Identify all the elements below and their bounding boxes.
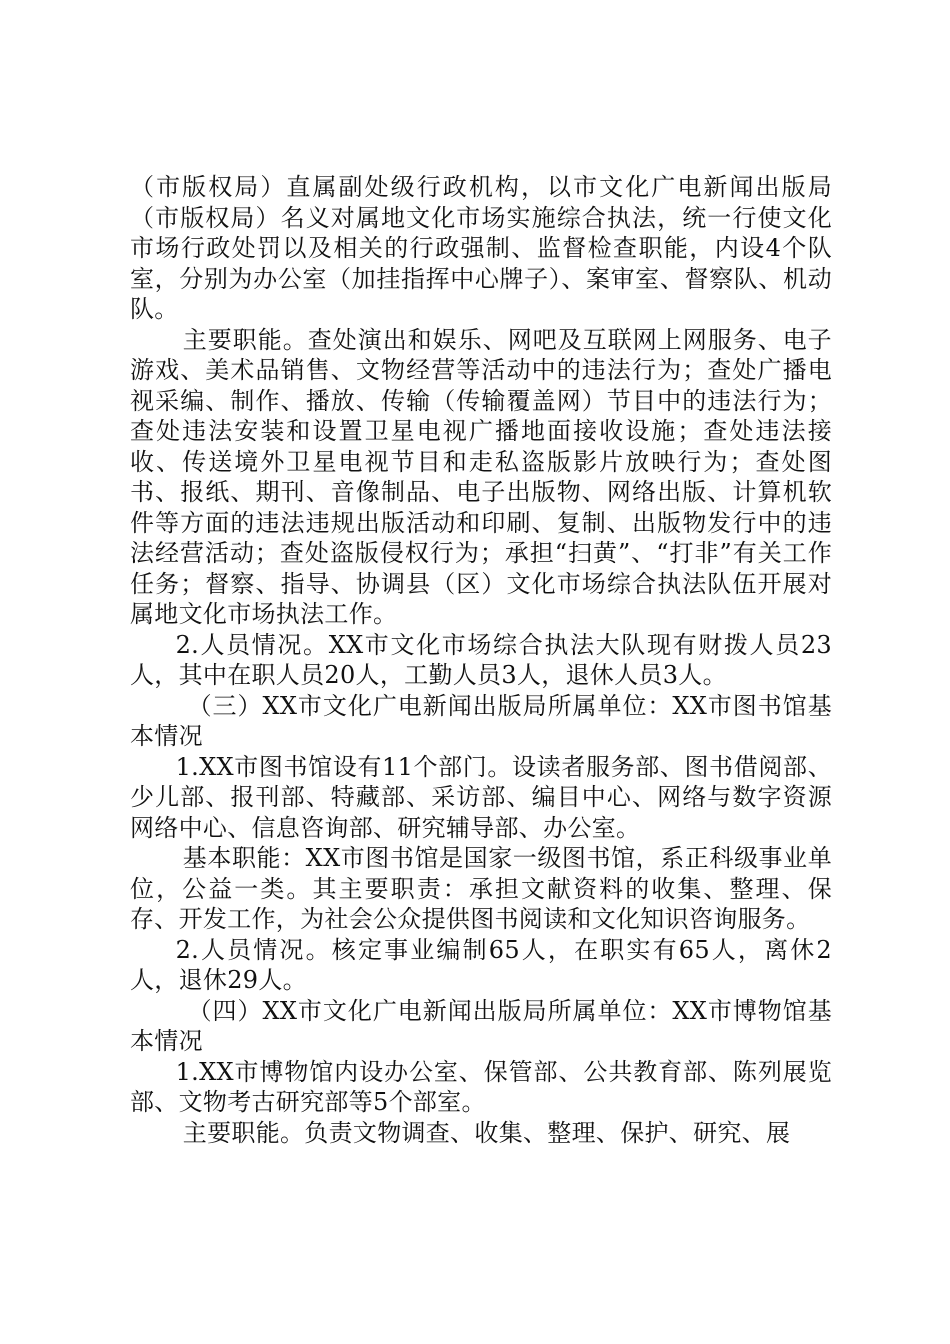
- paragraph-staffing-enforcement: 2.人员情况。XX市文化市场综合执法大队现有财拨人员23人，其中在职人员20人，工勤人员3人，退休人员3人。: [130, 630, 832, 689]
- document-page: [130, 172, 832, 1148]
- paragraph-library-functions: 基本职能：XX市图书馆是国家一级图书馆，系正科级事业单位，公益一类。其主要职责：承担文献资料的收集、整理、保存、开发工作，为社会公众提供图书阅读和文化知识咨询服务。: [130, 844, 832, 933]
- section-heading-library: （三）XX市文化广电新闻出版局所属单位：XX市图书馆基本情况: [130, 691, 832, 750]
- paragraph-library-departments: 1.XX市图书馆设有11个部门。设读者服务部、图书借阅部、少儿部、报刊部、特藏部、采访部、编目中心、网络与数字资源网络中心、信息咨询部、研究辅导部、办公室。: [130, 752, 832, 842]
- paragraph-main-functions: 主要职能。查处演出和娱乐、网吧及互联网上网服务、电子游戏、美术品销售、文物经营等活动中的违法行为；查处广播电视采编、制作、播放、传输（传输覆盖网）节目中的违法行为；查处违法安装和设置卫星电视广播地面接收设施；查处违法接收、传送境外卫星电视节目和走私盗版影片放映行为；查处图书、报纸、期刊、音像制品、电子出版物、网络出版、计算机软件等方面的违法违规出版活动和印刷、复制、出版物发行中的违法经营活动；查处盗版侵权行为；承担“扫黄”、“打非”有关工作任务；督察、指导、协调县（区）文化市场综合执法队伍开展对属地文化市场执法工作。: [130, 325, 832, 628]
- section-heading-museum: （四）XX市文化广电新闻出版局所属单位：XX市博物馆基本情况: [130, 996, 832, 1055]
- paragraph-museum-functions: 主要职能。负责文物调查、收集、整理、保护、研究、展: [182, 1118, 791, 1147]
- paragraph-law-enforcement-overview: （市版权局）直属副处级行政机构，以市文化广电新闻出版局（市版权局）名义对属地文化市场实施综合执法，统一行使文化市场行政处罚以及相关的行政强制、监督检查职能，内设4个队室，分别为办公室（加挂指挥中心牌子）、案审室、督察队、机动队。: [130, 173, 832, 323]
- paragraph-library-staffing: 2.人员情况。核定事业编制65人，在职实有65人，离休2人，退休29人。: [130, 935, 832, 994]
- paragraph-museum-departments: 1.XX市博物馆内设办公室、保管部、公共教育部、陈列展览部、文物考古研究部等5个部室。: [130, 1057, 832, 1116]
